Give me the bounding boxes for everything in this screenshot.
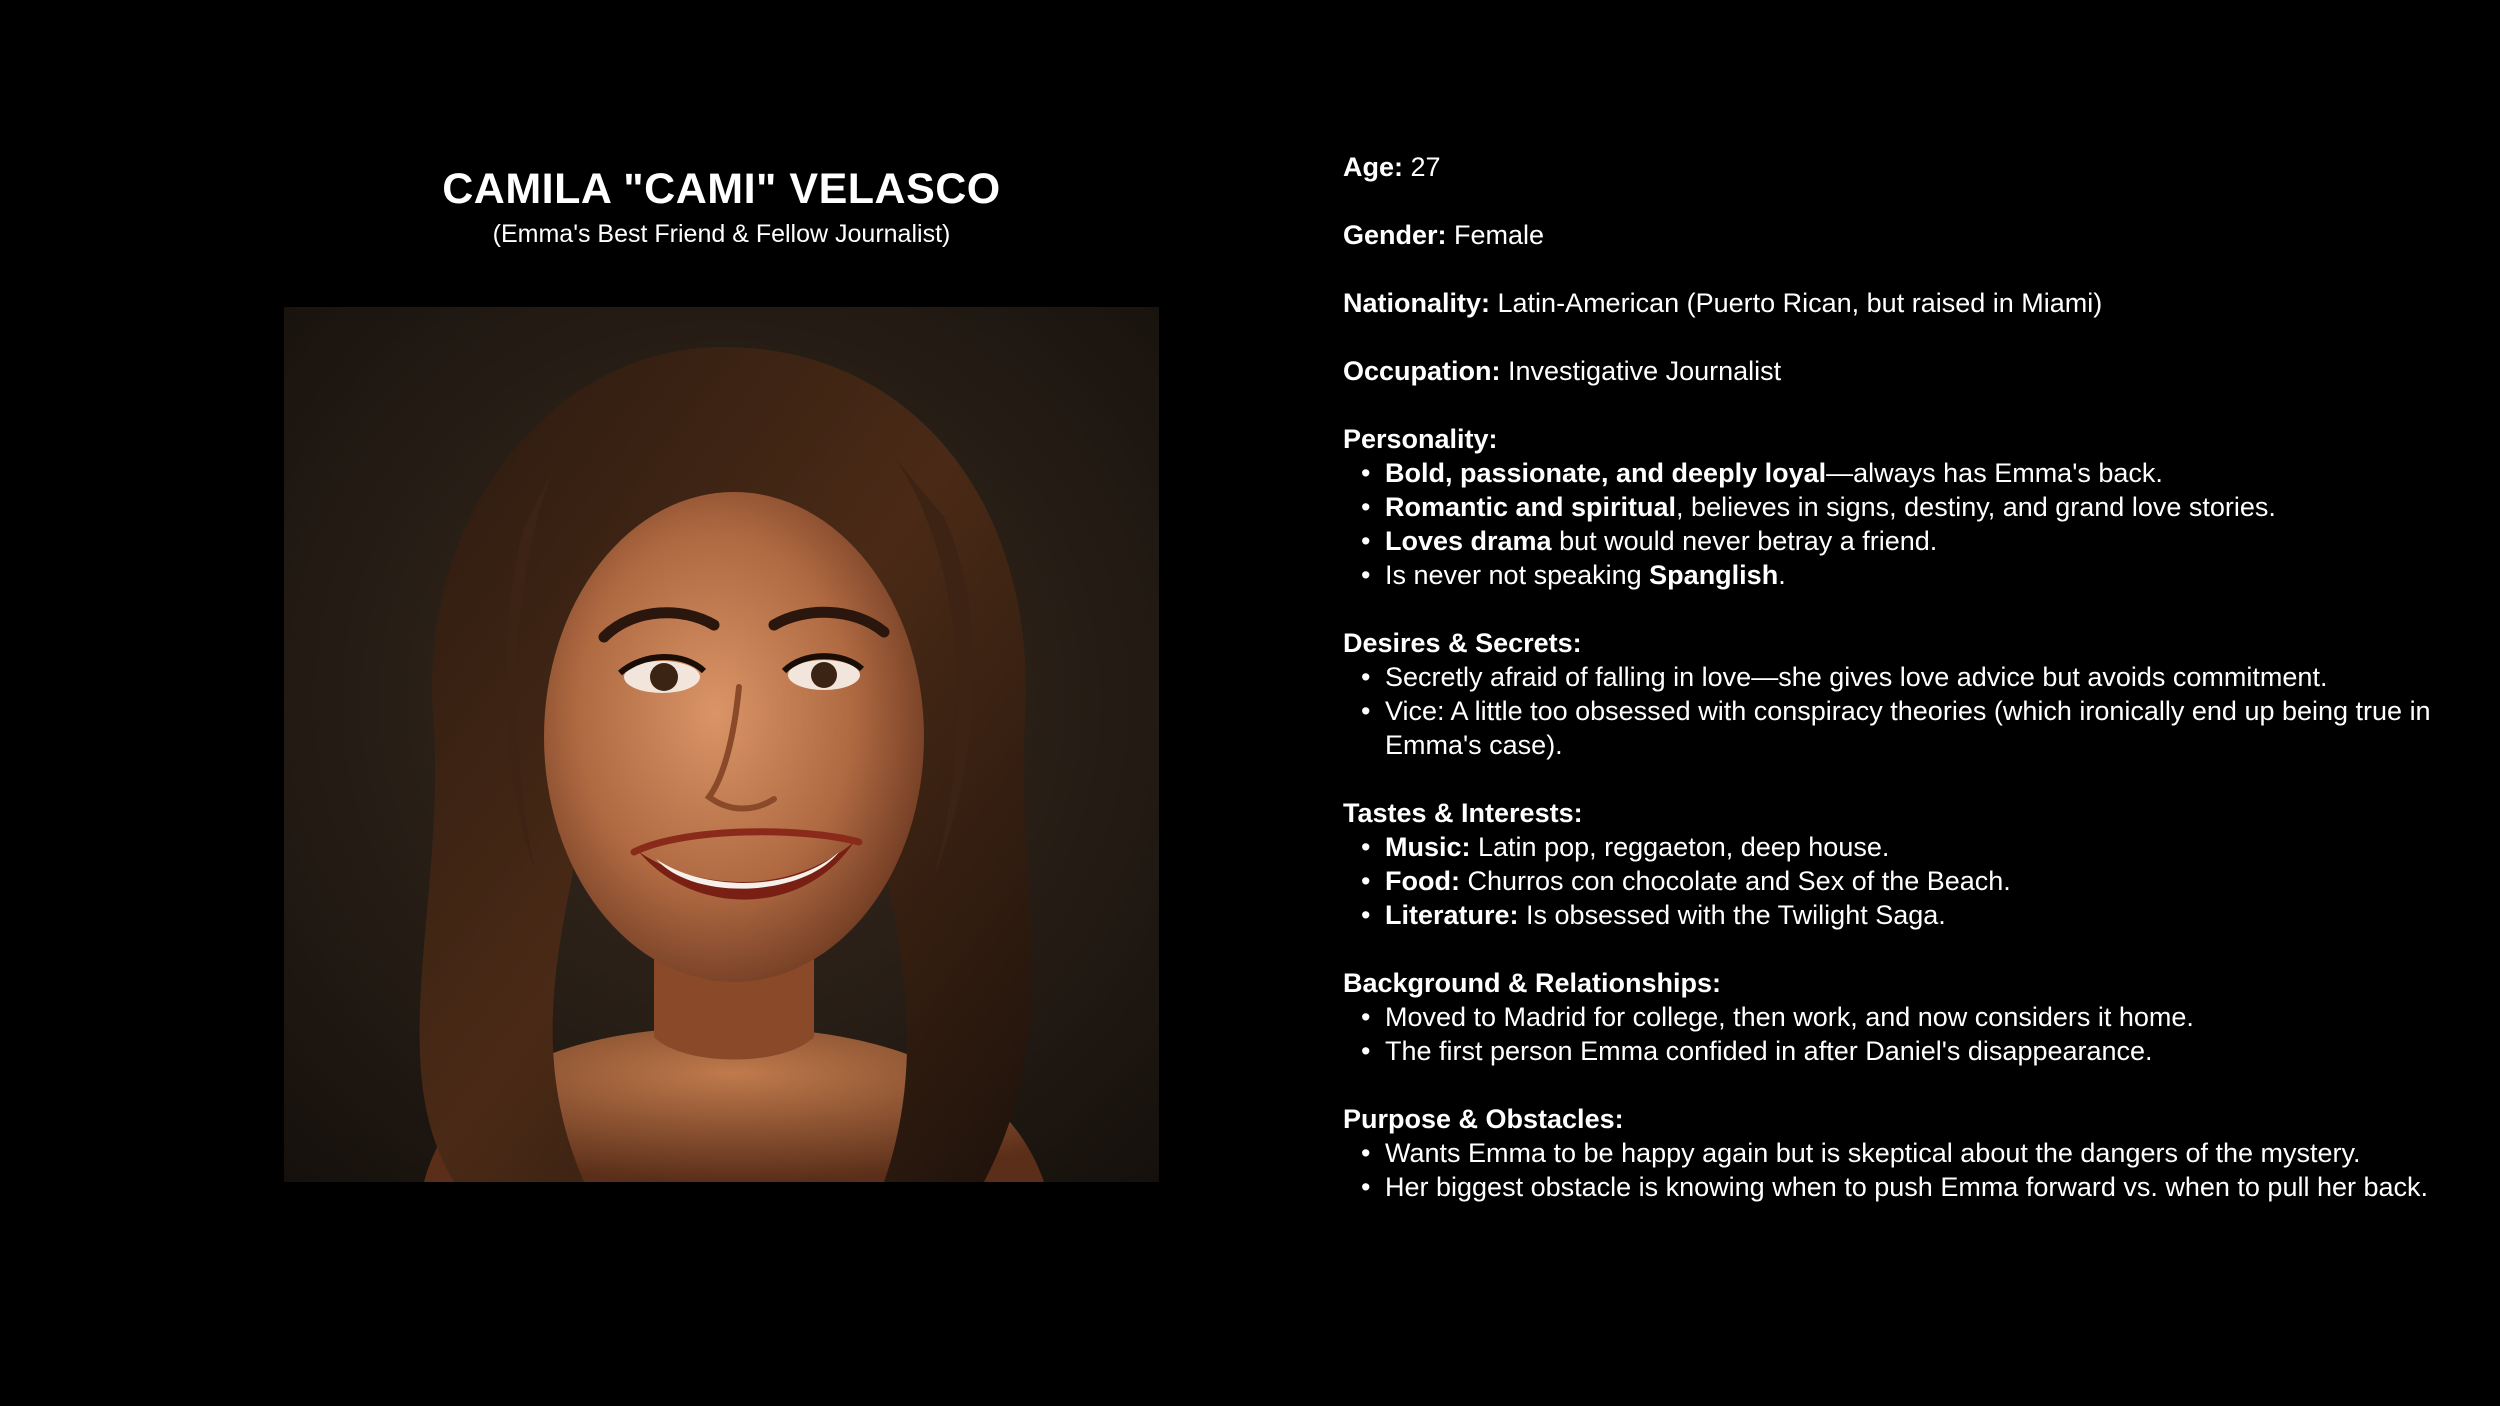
purpose-list	[1343, 1136, 2463, 1204]
list-item	[1343, 490, 2463, 524]
list-item: • Moved to Madrid for college, then work, and now considers it home.	[1343, 1000, 2463, 1034]
item-bold: Music:	[1385, 832, 1471, 862]
section-purpose-obstacles	[1343, 1102, 2463, 1204]
field-value: 27	[1403, 152, 1441, 182]
list-item	[1343, 830, 2463, 864]
field-gender	[1343, 218, 2463, 252]
list-item	[1343, 456, 2463, 490]
item-bold: Bold, passionate, and deeply loyal	[1385, 458, 1827, 488]
section-personality	[1343, 422, 2463, 592]
section-title: Personality:	[1343, 424, 1498, 454]
section-title: Background & Relationships:	[1343, 968, 1722, 998]
field-value: Female	[1446, 220, 1545, 250]
section-background-relationships	[1343, 966, 2463, 1068]
field-value: Investigative Journalist	[1500, 356, 1782, 386]
personality-list	[1343, 456, 2463, 592]
field-label: Occupation:	[1343, 356, 1501, 386]
item-bold: Spanglish	[1649, 560, 1779, 590]
tastes-list	[1343, 830, 2463, 932]
item-text: Churros con chocolate and Sex of the Beach.	[1459, 866, 2011, 896]
character-portrait	[284, 307, 1159, 1182]
item-text: , believes in signs, destiny, and grand love stories.	[1676, 492, 2276, 522]
item-text: Latin pop, reggaeton, deep house.	[1470, 832, 1890, 862]
list-item	[1343, 898, 2463, 932]
item-text: Is never not speaking	[1385, 560, 1650, 590]
desires-list	[1343, 660, 2463, 762]
field-label: Age:	[1343, 152, 1403, 182]
field-label: Gender:	[1343, 220, 1447, 250]
field-value: Latin-American (Puerto Rican, but raised in Miami)	[1490, 288, 2103, 318]
item-bold: Loves drama	[1385, 526, 1552, 556]
character-name: CAMILA "CAMI" VELASCO	[442, 165, 1001, 213]
item-text: .	[1778, 560, 1786, 590]
item-text: —always has Emma's back.	[1826, 458, 2163, 488]
list-item: • The first person Emma confided in after Daniel's disappearance.	[1343, 1034, 2463, 1068]
list-item: • Wants Emma to be happy again but is skeptical about the dangers of the mystery.	[1343, 1136, 2463, 1170]
section-tastes-interests	[1343, 796, 2463, 932]
item-bold: Food:	[1385, 866, 1460, 896]
section-desires-secrets	[1343, 626, 2463, 762]
list-item	[1343, 864, 2463, 898]
section-title: Desires & Secrets:	[1343, 628, 1582, 658]
item-bold: Literature:	[1385, 900, 1519, 930]
list-item: • Secretly afraid of falling in love—she gives love advice but avoids commitment.	[1343, 660, 2463, 694]
field-age	[1343, 150, 2463, 184]
field-occupation	[1343, 354, 2463, 388]
background-list	[1343, 1000, 2463, 1068]
profile-details	[1343, 150, 2463, 1238]
character-subtitle: (Emma's Best Friend & Fellow Journalist)	[492, 220, 951, 248]
item-text: but would never betray a friend.	[1551, 526, 1938, 556]
section-title: Purpose & Obstacles:	[1343, 1104, 1624, 1134]
field-label: Nationality:	[1343, 288, 1491, 318]
item-text: Is obsessed with the Twilight Saga.	[1518, 900, 1946, 930]
list-item	[1343, 558, 2463, 592]
list-item: • Her biggest obstacle is knowing when to push Emma forward vs. when to pull her back.	[1343, 1170, 2463, 1204]
section-title: Tastes & Interests:	[1343, 798, 1583, 828]
list-item: • Vice: A little too obsessed with conspiracy theories (which ironically end up being true in Emma's case).	[1343, 694, 2463, 762]
item-bold: Romantic and spiritual	[1385, 492, 1677, 522]
field-nationality	[1343, 286, 2463, 320]
list-item	[1343, 524, 2463, 558]
